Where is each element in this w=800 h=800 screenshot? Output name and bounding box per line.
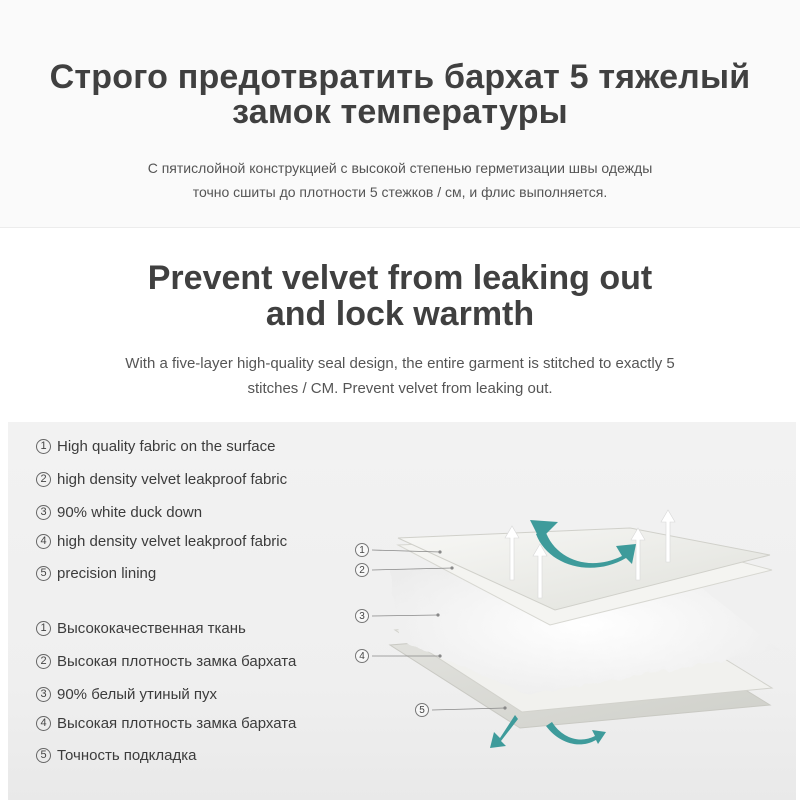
en-title-line1: Prevent velvet from leaking out: [147, 259, 653, 297]
ru-header-section: [0, 0, 800, 228]
layer-label: Высококачественная ткань: [57, 620, 246, 637]
en-title-line2: and lock warmth: [265, 295, 535, 333]
ru-title-line2: замок температуры: [232, 93, 568, 131]
callout-4: 4: [355, 649, 369, 663]
list-item: [36, 686, 217, 703]
number-badge: 2: [36, 654, 51, 669]
en-desc-line2: stitches / CM. Prevent velvet from leaking out.: [247, 380, 553, 397]
list-item: [36, 620, 246, 637]
layer-diagram-svg: [340, 500, 790, 760]
callout-5: 5: [415, 703, 429, 717]
layer-label: 90% белый утиный пух: [57, 686, 218, 703]
callout-3: 3: [355, 609, 369, 623]
ru-desc-line1: С пятислойной конструкцией с высокой степенью герметизации швы одежды: [147, 160, 653, 176]
number-badge: 5: [36, 748, 51, 763]
list-item: [36, 471, 287, 488]
section-divider: [0, 227, 800, 228]
layer-label: 90% white duck down: [57, 504, 203, 521]
number-badge: 4: [36, 716, 51, 731]
number-badge: 1: [36, 439, 51, 454]
number-badge: 2: [36, 472, 51, 487]
en-title: [0, 260, 800, 332]
arrow-down-left-icon: [490, 715, 518, 748]
layer-label: high density velvet leakproof fabric: [57, 533, 288, 550]
number-badge: 4: [36, 534, 51, 549]
layer-label: high density velvet leakproof fabric: [57, 471, 288, 488]
ru-description: [0, 156, 800, 204]
ru-title: [0, 60, 800, 130]
list-item: [36, 653, 296, 670]
arrow-down-right-icon: [546, 722, 606, 744]
number-badge: 3: [36, 687, 51, 702]
layer-diagram: [340, 500, 790, 760]
en-desc-line1: With a five-layer high-quality seal design, the entire garment is stitched to exactly 5: [125, 355, 675, 372]
layer-label: High quality fabric on the surface: [57, 438, 276, 455]
list-item: [36, 565, 156, 582]
list-item: [36, 438, 275, 455]
layer-label: Высокая плотность замка бархата: [57, 715, 297, 732]
ru-desc-line2: точно сшиты до плотности 5 стежков / см, и флис выполняется.: [192, 184, 608, 200]
number-badge: 5: [36, 566, 51, 581]
en-description: [0, 351, 800, 401]
callout-1: 1: [355, 543, 369, 557]
list-item: [36, 533, 287, 550]
layer-label: Высокая плотность замка бархата: [57, 653, 297, 670]
layer-label: Точность подкладка: [57, 747, 197, 764]
callout-2: 2: [355, 563, 369, 577]
list-item: [36, 747, 197, 764]
layer-label: precision lining: [57, 565, 157, 582]
ru-title-line1: Строго предотвратить бархат 5 тяжелый: [49, 58, 751, 96]
list-item: [36, 715, 296, 732]
list-item: [36, 504, 202, 521]
number-badge: 1: [36, 621, 51, 636]
number-badge: 3: [36, 505, 51, 520]
